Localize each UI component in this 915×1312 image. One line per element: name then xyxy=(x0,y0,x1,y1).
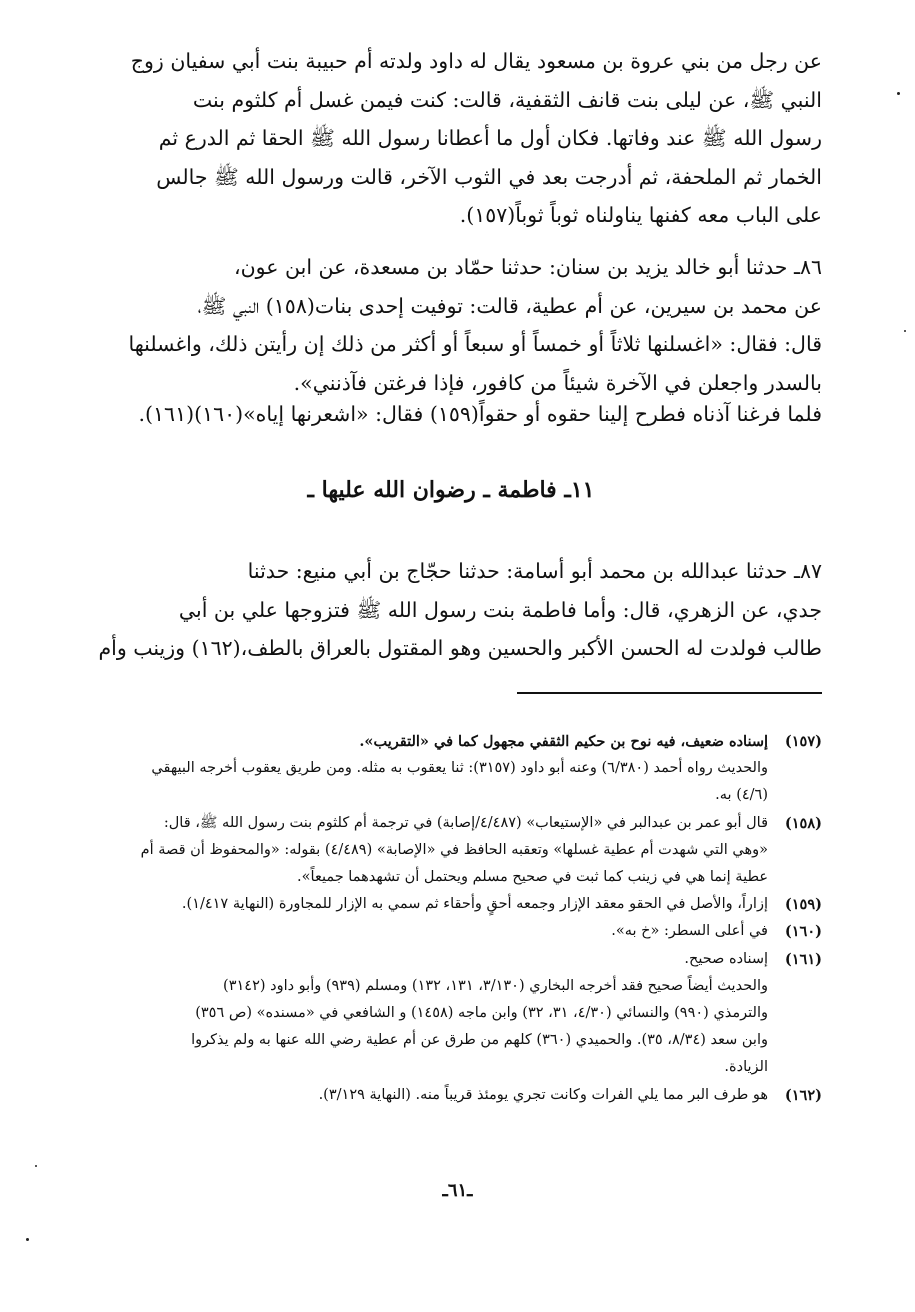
text-line: جدي، عن الزهري، قال: وأما فاطمة بنت رسول الله ﷺ فتزوجها علي بن أبي xyxy=(178,597,822,622)
footnote-line: هو طرف البر مما يلي الفرات وكانت تجري يومئذ قريباً منه. (النهاية ٣/١٢٩). xyxy=(318,1086,768,1103)
text-line: رسول الله ﷺ عند وفاتها. فكان أول ما أعطانا رسول الله ﷺ الحقا ثم الدرع ثم xyxy=(158,126,822,150)
footnote-line: قال أبو عمر بن عبدالبر في «الإستيعاب» (٤/٤٨٧/إصابة) في ترجمة أم كلثوم بنت رسول الله ﷺ، قال: xyxy=(163,814,768,831)
footnote-number: (١٥٩) xyxy=(784,896,822,914)
footnote-number: (١٦١) xyxy=(784,950,822,968)
footnotes-section xyxy=(80,728,822,1109)
footnote-158 xyxy=(80,810,822,892)
footnote-161 xyxy=(80,946,822,1082)
scan-speck xyxy=(35,1165,37,1167)
text-line: ٨٦ـ حدثنا أبو خالد يزيد بن سنان: حدثنا حمّاد بن مسعدة، عن ابن عون، xyxy=(234,255,822,279)
intro-paragraph xyxy=(80,42,822,235)
footnote-line: والحديث أيضاً صحيح فقد أخرجه البخاري (٣/١٣٠، ١٣١، ١٣٢) ومسلم (٩٣٩) وأبو داود (٣١٤٢) xyxy=(223,977,768,994)
scan-speck xyxy=(897,92,900,95)
footnote-number: (١٦٢) xyxy=(784,1086,822,1104)
footnote-line: والترمذي (٩٩٠) والنسائي (٤/٣٠، ٣١، ٣٢) وابن ماجه (١٤٥٨) و الشافعي في «مسنده» (ص ٣٥٦) xyxy=(195,1005,768,1022)
footnote-number: (١٥٨) xyxy=(784,814,822,832)
scan-speck xyxy=(26,1238,29,1241)
text-line: بالسدر واجعلن في الآخرة شيئاً من كافور، فإذا فرغتن فآذنني». xyxy=(293,370,822,395)
hadith-86-paragraph xyxy=(80,248,822,402)
footnote-line: إزاراً، والأصل في الحقو معقد الإزار وجمعه أحقٍ وأحقاء ثم سمي به الإزار للمجاورة (النهاية ١/٤١٧). xyxy=(181,896,768,913)
text-line: طالب فولدت له الحسن الأكبر والحسين وهو المقتول بالعراق بالطف،(١٦٢) وزينب وأم xyxy=(98,636,822,660)
section-heading: ١١ـ فاطمة ـ رضوان الله عليها ـ xyxy=(307,477,595,503)
scan-speck xyxy=(904,330,906,332)
footnote-line: «وهي التي شهدت أم عطية غسلها» وتعقبه الحافظ في «الإصابة» (٤/٤٨٩) بقوله: «والمحفوظ أن قصة أم xyxy=(140,841,768,858)
text-line: عن رجل من بني عروة بن مسعود يقال له داود ولدته أم حبيبة بنت أبي سفيان زوج xyxy=(130,49,822,73)
text-line: النبي ﷺ، عن ليلى بنت قانف الثقفية، قالت: كنت فيمن غسل أم كلثوم بنت xyxy=(192,87,822,112)
footnote-line: وابن سعد (٨/٣٤، ٣٥). والحميدي (٣٦٠) كلهم من طرق عن أم عطية رضي الله عنها به ولم يذكروا xyxy=(191,1032,768,1049)
footnote-divider xyxy=(517,692,822,694)
footnote-number: (١٥٧) xyxy=(784,733,822,750)
footnote-162 xyxy=(80,1082,822,1109)
page-number: ـ٦١ـ xyxy=(442,1180,473,1201)
footnote-line: والحديث رواه أحمد (٦/٣٨٠) وعنه أبو داود (٣١٥٧): ثنا يعقوب به مثله. ومن طريق يعقوب أخرجه البيهقي xyxy=(151,760,768,777)
footnote-157 xyxy=(80,728,822,810)
footnote-line: في أعلى السطر: «خ به». xyxy=(611,923,768,940)
footnote-line: إسناده ضعيف، فيه نوح بن حكيم الثقفي مجهول كما في «التقريب». xyxy=(359,733,768,750)
footnote-line: عطية إنما هي في زينب كما ثبت في صحيح مسلم ويحتمل أن تشهدهما جميعاً». xyxy=(297,869,768,886)
text-line: الخمار ثم الملحفة، ثم أدرجت بعد في الثوب الآخر، قالت ورسول الله ﷺ جالس xyxy=(156,164,822,189)
footnote-160 xyxy=(80,918,822,945)
text-line: فلما فرغنا آذناه فطرح إلينا حقوه أو حقواً(١٥٩) فقال: «اشعرنها إياه»(١٦٠)(١٦١). xyxy=(138,402,822,426)
footnote-line: (٤/٦) به. xyxy=(715,787,768,804)
hadith-87-paragraph xyxy=(80,552,822,668)
footnote-line: إسناده صحيح. xyxy=(684,950,768,967)
text-line: على الباب معه كفنها يناولناه ثوباً ثوباً(١٥٧). xyxy=(459,203,822,227)
footnote-159 xyxy=(80,891,822,918)
text-line: قال: فقال: «اغسلنها ثلاثاً أو خمساً أو سبعاً أو أكثر من ذلك إن رأيتن ذلك، واغسلنها xyxy=(128,332,822,356)
text-line: ٨٧ـ حدثنا عبدالله بن محمد أبو أسامة: حدثنا حجّاج بن أبي منيع: حدثنا xyxy=(247,559,822,583)
hadith-86-ending xyxy=(80,395,822,434)
footnote-number: (١٦٠) xyxy=(784,923,822,941)
footnote-line: الزيادة. xyxy=(724,1059,768,1076)
text-line: عن محمد بن سيرين، عن أم عطية، قالت: توفيت إحدى بنات(١٥٨) النبي ﷺ، xyxy=(197,293,822,318)
